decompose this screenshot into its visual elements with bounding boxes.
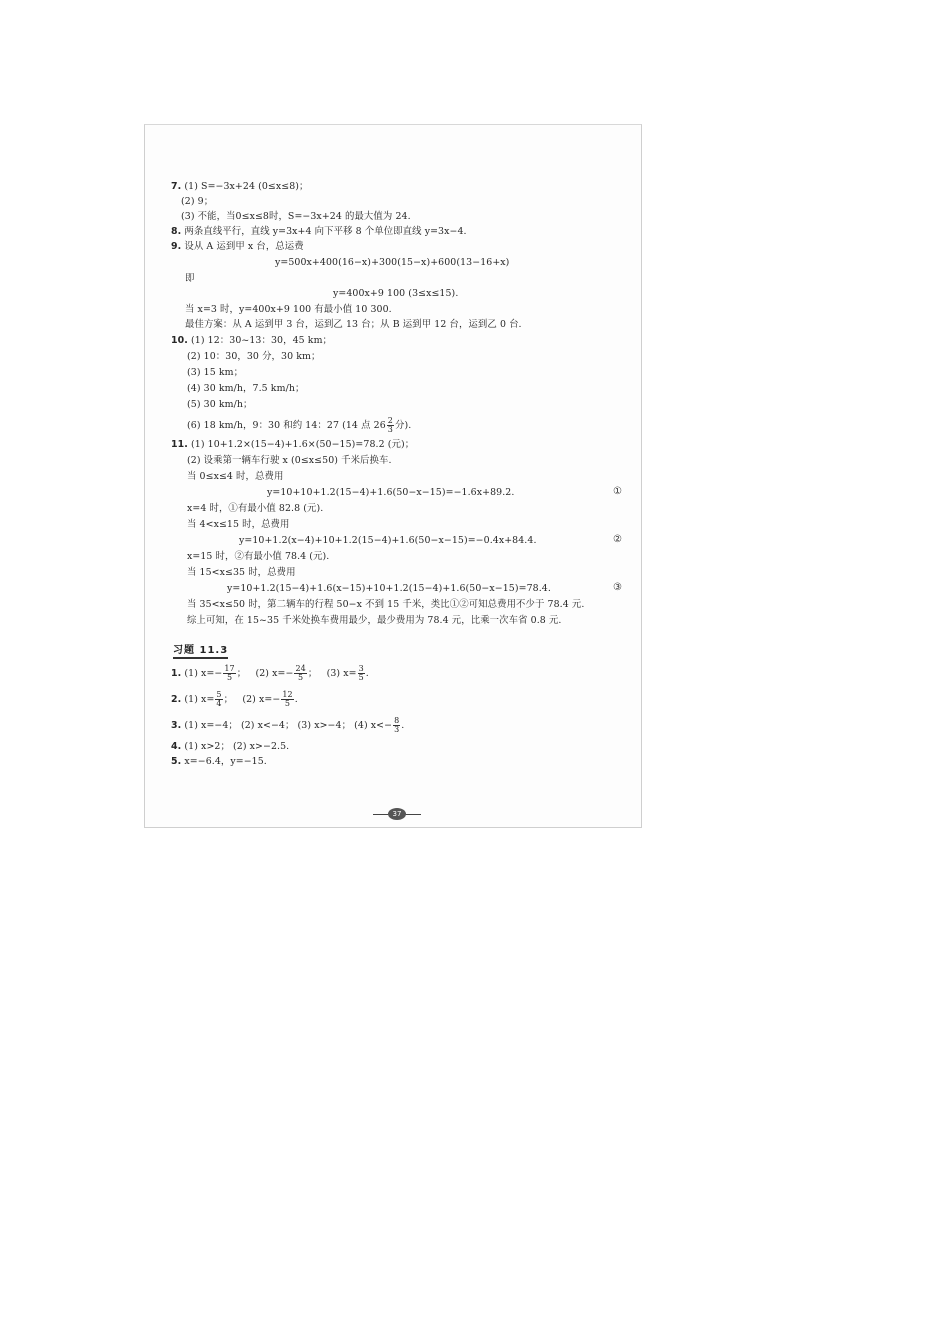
answer-line: 当 4<x≤15 时，总费用 [187, 519, 290, 530]
answer-line: 综上可知，在 15~35 千米处换车费用最少，最少费用为 78.4 元，比乘一次车省 0.8 元. [187, 615, 562, 626]
equation-line: y=10+10+1.2(15−4)+1.6(50−x−15)=−1.6x+89.2. [267, 487, 515, 498]
answer-line: 7. (1) S=−3x+24 (0≤x≤8)； [171, 181, 309, 192]
answer-line: 当 0≤x≤4 时，总费用 [187, 471, 284, 482]
answer-line: (3) 15 km； [187, 367, 244, 378]
page-number-badge: 37 [388, 808, 406, 820]
answer-line: 5. x=−6.4，y=−15. [171, 756, 267, 767]
fraction: $\frac{8}{3}$ [394, 716, 400, 734]
answer-line: (6) 18 km/h，9：30 和约 14：27 (14 点 26 $\frac{2}{3}$ 分). [187, 416, 412, 434]
answer-line: 8. 两条直线平行，直线 y=3x+4 向下平移 8 个单位即直线 y=3x−4. [171, 226, 467, 237]
answer-line: 3. (1) x=−4； (2) x<−4； (3) x>−4； (4) x<− $\frac{8}{3}$ . [171, 716, 405, 734]
circled-marker: ③ [613, 582, 622, 593]
answer-line: (2) 10：30，30 分，30 km； [187, 351, 321, 362]
answer-line: 即 [185, 273, 195, 284]
scanned-page [144, 124, 642, 828]
answer-line: 2. (1) x= $\frac{5}{4}$ ； (2) x=− $\frac{12}{5}$ . [171, 690, 298, 708]
equation-line: y=400x+9 100 (3≤x≤15). [333, 288, 459, 299]
answer-line: 当 15<x≤35 时，总费用 [187, 567, 296, 578]
fraction: $\frac{17}{5}$ [224, 664, 235, 682]
answer-line: 最佳方案：从 A 运到甲 3 台，运到乙 13 台；从 B 运到甲 12 台，运到乙 0 台. [185, 319, 522, 330]
fraction: $\frac{12}{5}$ [282, 690, 293, 708]
answer-line: 9. 设从 A 运到甲 x 台，总运费 [171, 241, 304, 252]
fraction: $\frac{5}{4}$ [216, 690, 222, 708]
circled-marker: ① [613, 486, 622, 497]
answer-line: (5) 30 km/h； [187, 399, 253, 410]
answer-line: 1. (1) x=− $\frac{17}{5}$ ； (2) x=− $\frac{24}{5}$ ； (3) x= $\frac{3}{5}$ . [171, 664, 369, 682]
answer-line: 11. (1) 10+1.2×(15−4)+1.6×(50−15)=78.2 (元)； [171, 439, 415, 450]
answer-line: (2) 9； [181, 196, 214, 207]
equation-line: y=10+1.2(x−4)+10+1.2(15−4)+1.6(50−x−15)=−0.4x+84.4. [239, 535, 537, 546]
answer-line: x=15 时，②有最小值 78.4 (元). [187, 551, 330, 562]
fraction: $\frac{2}{3}$ [387, 416, 393, 434]
answer-line: (3) 不能，当0≤x≤8时，S=−3x+24 的最大值为 24. [181, 211, 411, 222]
fraction: $\frac{3}{5}$ [358, 664, 364, 682]
answer-line: 10. (1) 12：30~13：30，45 km； [171, 335, 333, 346]
section-heading: 习题 11.3 [173, 641, 228, 659]
answer-line: (4) 30 km/h，7.5 km/h； [187, 383, 305, 394]
answer-line: 4. (1) x>2； (2) x>−2.5. [171, 741, 290, 752]
equation-line: y=500x+400(16−x)+300(15−x)+600(13−16+x) [275, 257, 510, 268]
circled-marker: ② [613, 534, 622, 545]
equation-line: y=10+1.2(15−4)+1.6(x−15)+10+1.2(15−4)+1.6(50−x−15)=78.4. [227, 583, 551, 594]
answer-line: (2) 设乘第一辆车行驶 x (0≤x≤50) 千米后换车. [187, 455, 392, 466]
fraction: $\frac{24}{5}$ [295, 664, 306, 682]
answer-line: x=4 时，①有最小值 82.8 (元). [187, 503, 324, 514]
answer-line: 当 35<x≤50 时，第二辆车的行程 50−x 不到 15 千米，类比①②可知总费用不少于 78.4 元. [187, 599, 585, 610]
page-number [373, 807, 421, 821]
answer-line: 当 x=3 时，y=400x+9 100 有最小值 10 300. [185, 304, 392, 315]
